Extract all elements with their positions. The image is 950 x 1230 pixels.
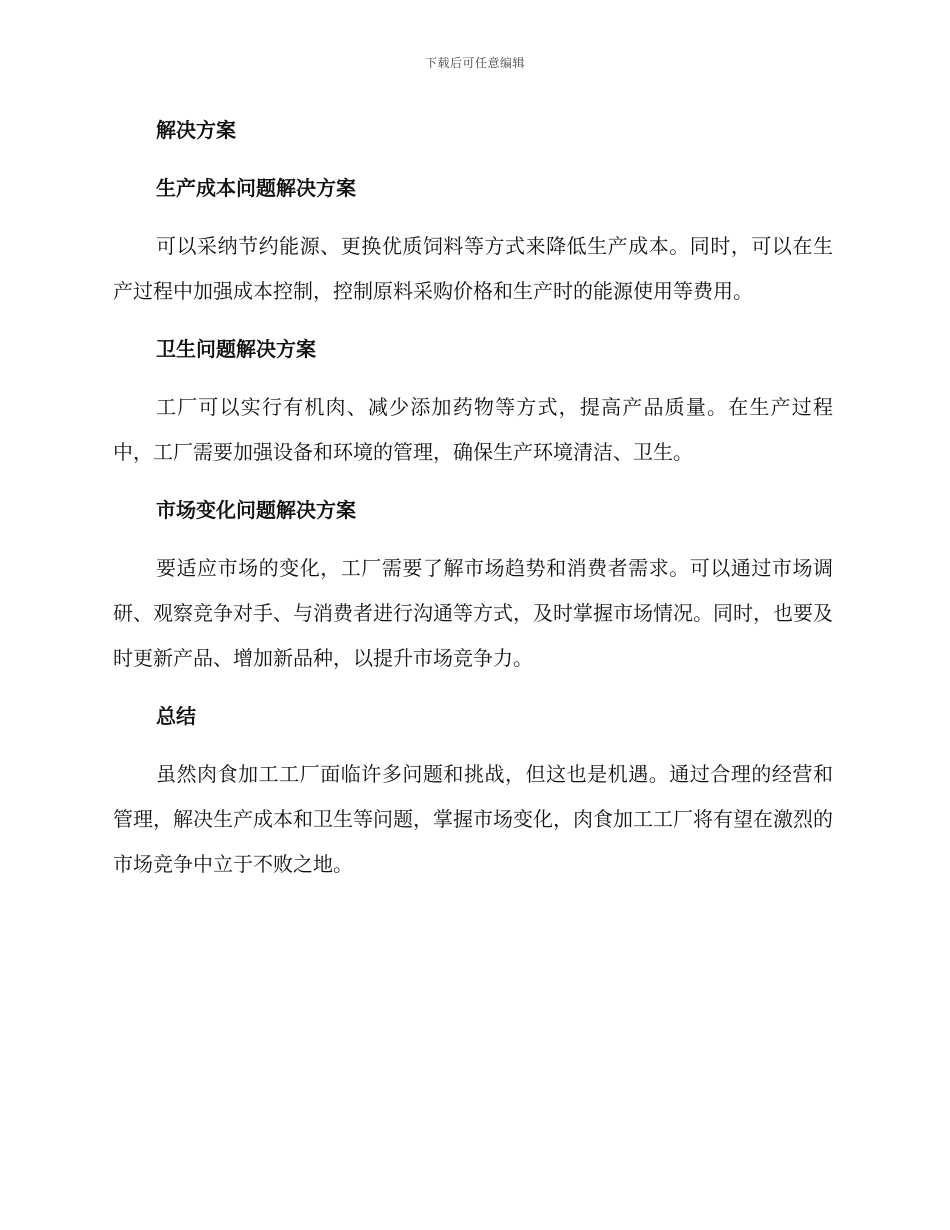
section-heading-summary: 总结	[156, 704, 196, 728]
section-heading-solutions: 解决方案	[156, 118, 236, 142]
page-header: 下载后可任意编辑	[424, 56, 525, 70]
section-heading-market-change: 市场变化问题解决方案	[156, 498, 356, 522]
paragraph-production-cost: 可以采纳节约能源、更换优质饲料等方式来降低生产成本。同时，可以在生产过程中加强成本控制，控制原料采购价格和生产时的能源使用等费用。	[113, 234, 833, 303]
section-heading-production-cost: 生产成本问题解决方案	[156, 176, 356, 200]
section-heading-hygiene: 卫生问题解决方案	[156, 337, 316, 361]
paragraph-hygiene: 工厂可以实行有机肉、减少添加药物等方式，提高产品质量。在生产过程中，工厂需要加强设备和环境的管理，确保生产环境清洁、卫生。	[113, 395, 833, 464]
document-body	[113, 108, 833, 900]
paragraph-summary: 虽然肉食加工工厂面临许多问题和挑战，但这也是机遇。通过合理的经营和管理，解决生产成本和卫生等问题，掌握市场变化，肉食加工工厂将有望在激烈的市场竞争中立于不败之地。	[113, 762, 833, 876]
paragraph-market-change: 要适应市场的变化，工厂需要了解市场趋势和消费者需求。可以通过市场调研、观察竞争对手、与消费者进行沟通等方式，及时掌握市场情况。同时，也要及时更新产品、增加新品种，以提升市场竞争力。	[113, 556, 833, 670]
